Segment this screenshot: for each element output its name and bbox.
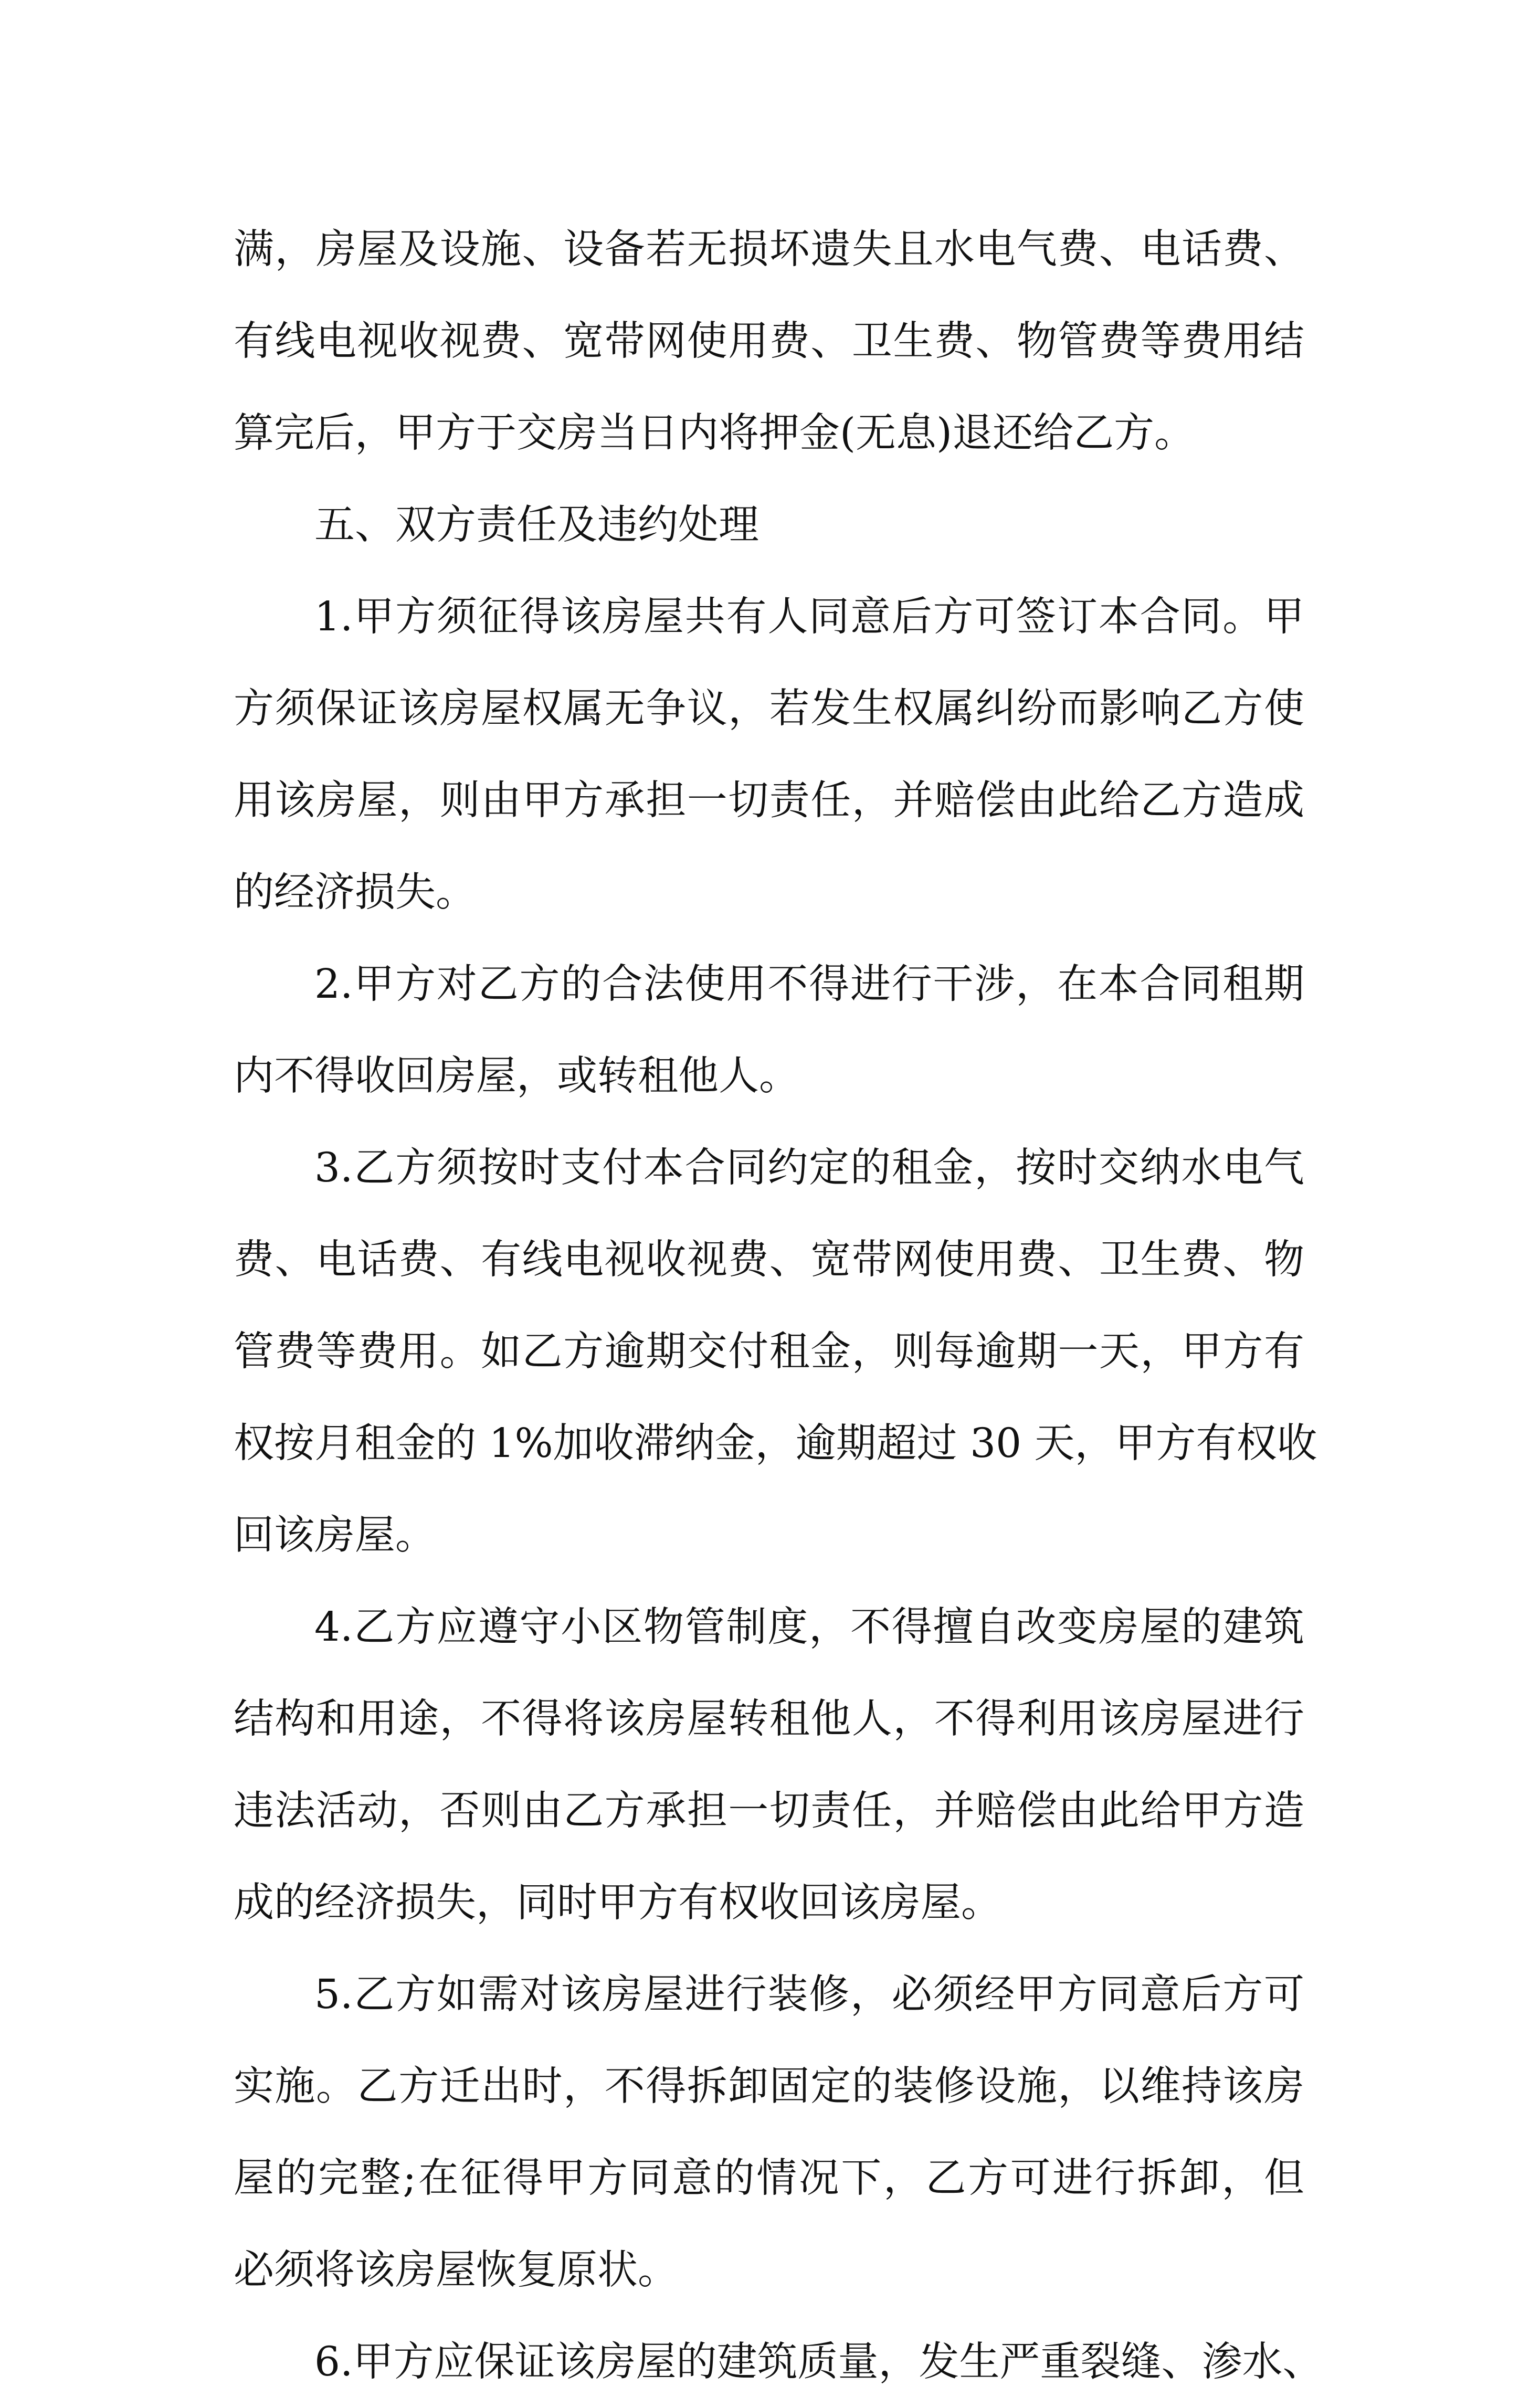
text-line: 内不得收回房屋，或转租他人。	[234, 1053, 799, 1100]
text-line: 屋的完整;在征得甲方同意的情况下，乙方可进行拆卸，但	[234, 2155, 1304, 2202]
text-line: 用该房屋，则由甲方承担一切责任，并赔偿由此给乙方造成	[234, 777, 1304, 824]
text-line: 管费等费用。如乙方逾期交付租金，则每逾期一天，甲方有	[234, 1328, 1304, 1375]
text-line: 1.甲方须征得该房屋共有人同意后方可签订本合同。甲	[314, 594, 1304, 640]
text-line: 6.甲方应保证该房屋的建筑质量，发生严重裂缝、渗水、	[314, 2339, 1323, 2385]
text-line: 实施。乙方迁出时，不得拆卸固定的装修设施，以维持该房	[234, 2063, 1304, 2110]
text-line: 回该房屋。	[234, 1512, 436, 1559]
text-line: 结构和用途，不得将该房屋转租他人，不得利用该房屋进行	[234, 1696, 1304, 1742]
section-heading: 五、双方责任及违约处理	[314, 502, 759, 548]
text-line: 违法活动，否则由乙方承担一切责任，并赔偿由此给甲方造	[234, 1788, 1304, 1834]
text-line: 2.甲方对乙方的合法使用不得进行干涉，在本合同租期	[314, 961, 1304, 1008]
text-line: 成的经济损失，同时甲方有权收回该房屋。	[234, 1879, 1001, 1926]
text-line: 算完后，甲方于交房当日内将押金(无息)退还给乙方。	[234, 410, 1195, 457]
text-line: 4.乙方应遵守小区物管制度，不得擅自改变房屋的建筑	[314, 1604, 1304, 1651]
text-line: 满，房屋及设施、设备若无损坏遗失且水电气费、电话费、	[234, 226, 1304, 273]
text-line: 必须将该房屋恢复原状。	[234, 2247, 678, 2294]
text-line: 3.乙方须按时支付本合同约定的租金，按时交纳水电气	[314, 1145, 1304, 1191]
text-line: 5.乙方如需对该房屋进行装修，必须经甲方同意后方可	[314, 1971, 1304, 2018]
text-line: 权按月租金的 1%加收滞纳金，逾期超过 30 天，甲方有权收	[234, 1420, 1317, 1467]
text-line: 的经济损失。	[234, 869, 476, 916]
text-line: 有线电视收视费、宽带网使用费、卫生费、物管费等费用结	[234, 318, 1304, 365]
text-line: 费、电话费、有线电视收视费、宽带网使用费、卫生费、物	[234, 1237, 1304, 1283]
document-body	[234, 204, 1323, 2408]
text-line: 方须保证该房屋权属无争议，若发生权属纠纷而影响乙方使	[234, 685, 1304, 732]
